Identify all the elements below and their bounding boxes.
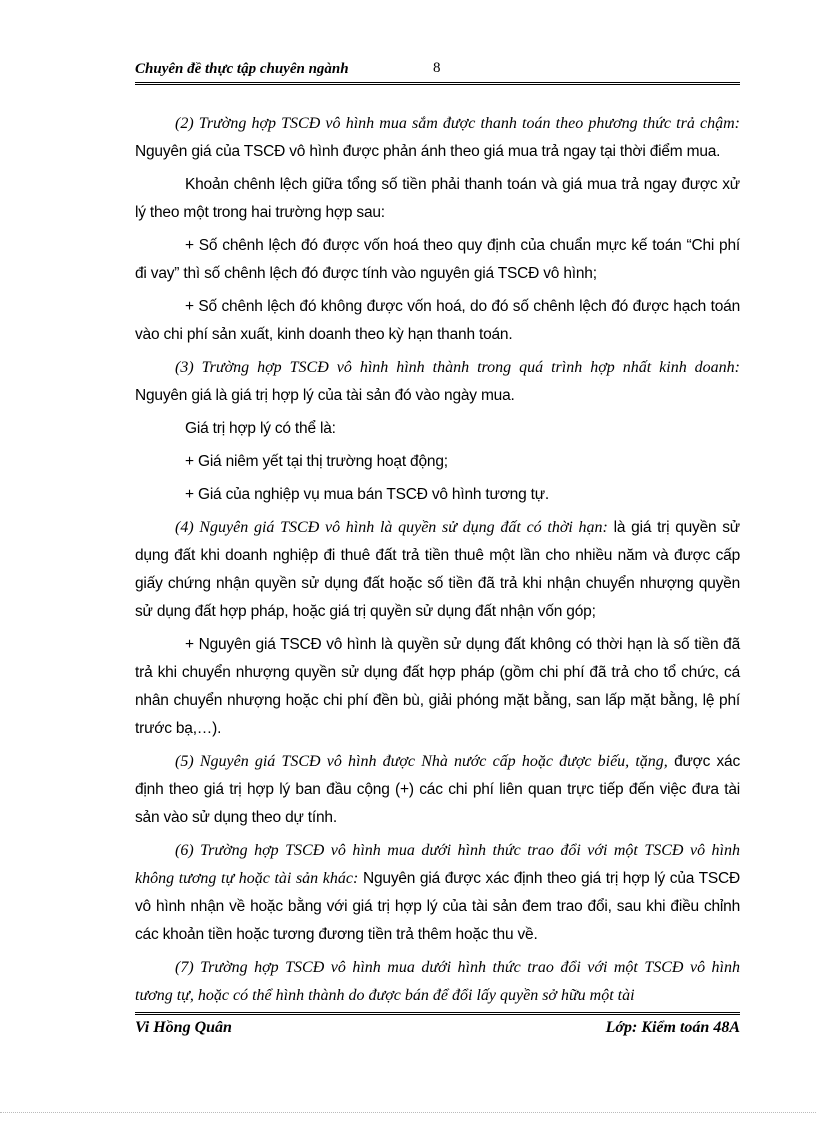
paragraph-5 xyxy=(135,748,740,832)
paragraph-6 xyxy=(135,837,740,949)
paragraph-3-heading: (3) Trường hợp TSCĐ vô hình hình thành trong quá trình hợp nhất kinh doanh: xyxy=(175,359,740,376)
page-bottom-divider xyxy=(0,1112,816,1113)
header-title: Chuyên đề thực tập chuyên ngành xyxy=(135,61,349,77)
footer-author: Vi Hồng Quân xyxy=(135,1019,232,1036)
paragraph-capitalized: + Số chênh lệch đó được vốn hoá theo quy định của chuẩn mực kế toán “Chi phí đi vay” thì số chênh lệch đó được tính vào nguyên giá TSCĐ vô hình; xyxy=(135,237,740,282)
paragraph-2-heading: (2) Trường hợp TSCĐ vô hình mua sắm được thanh toán theo phương thức trả chậm: xyxy=(175,115,740,132)
paragraph-fair-value: Giá trị hợp lý có thể là: xyxy=(185,420,336,437)
paragraph-difference: Khoản chênh lệch giữa tổng số tiền phải thanh toán và giá mua trả ngay được xử lý theo một trong hai trường hợp sau: xyxy=(135,176,740,221)
paragraph-6-text: Nguyên giá được xác định theo giá trị hợp lý của TSCĐ vô hình nhận về hoặc bằng với giá trị hợp lý của tài sản đem trao đổi, sau khi điều chỉnh các khoản tiền hoặc tương đương tiền trả thêm hoặc thu về. xyxy=(135,870,741,943)
paragraph-5-text: được xác định theo giá trị hợp lý ban đầu cộng (+) các chi phí liên quan trực tiếp đến việc đưa tài sản vào sử dụng theo dự tính. xyxy=(135,753,740,826)
page-header xyxy=(135,60,740,85)
paragraph-similar-price: + Giá của nghiệp vụ mua bán TSCĐ vô hình tương tự. xyxy=(185,486,549,503)
document-body xyxy=(135,110,740,1015)
paragraph-7 xyxy=(135,954,740,1010)
paragraph-4-heading: (4) Nguyên giá TSCĐ vô hình là quyền sử dụng đất có thời hạn: xyxy=(175,519,608,536)
footer-class: Lớp: Kiểm toán 48A xyxy=(605,1019,740,1036)
page-footer xyxy=(135,1012,740,1043)
paragraph-2-text: Nguyên giá của TSCĐ vô hình được phản ánh theo giá mua trả ngay tại thời điểm mua. xyxy=(135,143,721,160)
paragraph-4-text: là giá trị quyền sử dụng đất khi doanh nghiệp đi thuê đất trả tiền thuê một lần cho nhiều năm và được cấp giấy chứng nhận quyền sử dụng đất hoặc số tiền đã trả khi nhận chuyển nhượng quyền sử dụng đất hợp pháp, hoặc giá trị quyền sử dụng đất nhận vốn góp; xyxy=(135,519,740,620)
paragraph-4 xyxy=(135,514,740,626)
paragraph-3-text: Nguyên giá là giá trị hợp lý của tài sản đó vào ngày mua. xyxy=(135,387,515,404)
page-number: 8 xyxy=(433,60,441,76)
paragraph-3 xyxy=(135,354,740,410)
paragraph-7-heading: (7) Trường hợp TSCĐ vô hình mua dưới hình thức trao đổi với một TSCĐ vô hình tương tự, hoặc có thể hình thành do được bán để đổi lấy quyền sở hữu một tài xyxy=(135,959,740,1004)
paragraph-5-heading: (5) Nguyên giá TSCĐ vô hình được Nhà nước cấp hoặc được biếu, tặng, xyxy=(175,753,668,770)
paragraph-land-unlimited: + Nguyên giá TSCĐ vô hình là quyền sử dụng đất không có thời hạn là số tiền đã trả khi chuyển nhượng quyền sử dụng đất hợp pháp (gồm chi phí đã trả cho tổ chức, cá nhân chuyển nhượng hoặc chi phí đền bù, giải phóng mặt bằng, san lấp mặt bằng, lệ phí trước bạ,…). xyxy=(135,636,740,737)
paragraph-not-capitalized: + Số chênh lệch đó không được vốn hoá, do đó số chênh lệch đó được hạch toán vào chi phí sản xuất, kinh doanh theo kỳ hạn thanh toán. xyxy=(135,298,740,343)
paragraph-6-heading: (6) Trường hợp TSCĐ vô hình mua dưới hình thức trao đổi với một TSCĐ vô hình không tương tự hoặc tài sản khác: xyxy=(135,842,740,887)
paragraph-2 xyxy=(135,110,740,166)
paragraph-listed-price: + Giá niêm yết tại thị trường hoạt động; xyxy=(185,453,448,470)
